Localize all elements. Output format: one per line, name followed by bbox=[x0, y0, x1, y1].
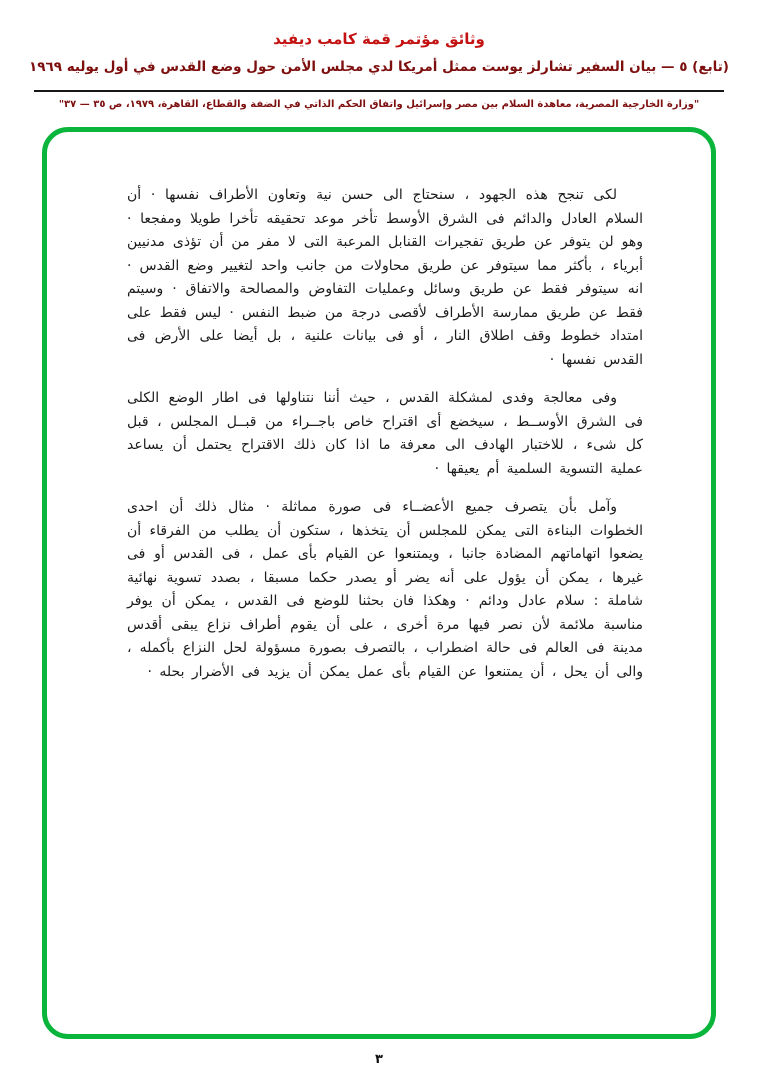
header-divider bbox=[34, 90, 724, 92]
page-number: ٣ bbox=[375, 1052, 383, 1067]
body-text-block bbox=[127, 184, 643, 699]
source-citation: "وزارة الخارجية المصرية، معاهدة السلام بين مصر وإسرائيل واتفاق الحكم الذاتي في الضفة والقطاع، القاهرة، ١٩٧٩، ص ٣٥ — ٣٧" bbox=[58, 99, 700, 110]
body-paragraph: لكى تنجح هذه الجهود ، سنحتاج الى حسن نية وتعاون الأطراف نفسها · أن السلام العادل والدائم فى الشرق الأوسط تأخر موعد تحقيقه تأخرا طويلا ومفجعا · وهو لن يتوفر عن طريق تفجيرات القنابل المرعبة التى لا مفر من أن تؤذى مدنيين أبرياء ، بأكثر مما سيتوفر عن طريق محاولات من جانب واحد لتغيير وضع القدس · انه سيتوفر فقط عن طريق وسائل وعمليات التفاوض والمصالحة والاتفاق · وسيتم فقط عن طريق ممارسة الأطراف لأقصى درجة من ضبط النفس · ليس فقط على امتداد خطوط وقف اطلاق النار ، أو فى بيانات علنية ، بل أيضا على الأرض فى القدس نفسها · bbox=[127, 187, 643, 368]
body-paragraph: وآمل بأن يتصرف جميع الأعضــاء فى صورة مماثلة · مثال ذلك أن احدى الخطوات البناءة التى يمكن للمجلس أن يتخذها ، ستكون أن يطلب من الفرقاء أن يضعوا اتهاماتهم المضادة جانبا ، ويمتنعوا عن القيام بأى عمل ، فى القدس أو فى غيرها ، يمكن أن يؤول على أنه يضر أو يصدر حكما مسبقا ، بصدد تسوية نهائية شاملة : سلام عادل ودائم · وهكذا فان بحثنا للوضع فى القدس ، يمكن أن يوفر مناسبة ملائمة لأن نصر فيها مرة أخرى ، على أن يقوم أطراف نزاع يبقى أقدس مدينة فى العالم فى حالة اضطراب ، بالتصرف بصورة مسؤولة لحل النزاع بأكمله ، والى أن يحل ، أن يمتنعوا عن القيام بأى عمل يمكن أن يزيد فى الأضرار بحله · bbox=[127, 499, 643, 680]
header-title: وثائق مؤتمر قمة كامب ديفيد bbox=[273, 30, 485, 48]
header-subtitle: (تابع) ٥ — بيان السفير تشارلز يوست ممثل أمريكا لدي مجلس الأمن حول وضع القدس في أول يوليه ١٩٦٩ bbox=[29, 59, 729, 75]
document-header bbox=[0, 30, 758, 75]
content-frame bbox=[42, 127, 716, 1039]
body-paragraph: وفى معالجة وفدى لمشكلة القدس ، حيث أننا نتناولها فى اطار الوضع الكلى فى الشرق الأوســط ، سيخضع أى اقتراح خاص باجــراء من قبــل المجلس ، قبل كل شىء ، للاختبار الهادف الى معرفة ما اذا كان ذلك الاقتراح يحتمل أن يساعد عملية التسوية السلمية أم يعيقها · bbox=[127, 390, 643, 477]
